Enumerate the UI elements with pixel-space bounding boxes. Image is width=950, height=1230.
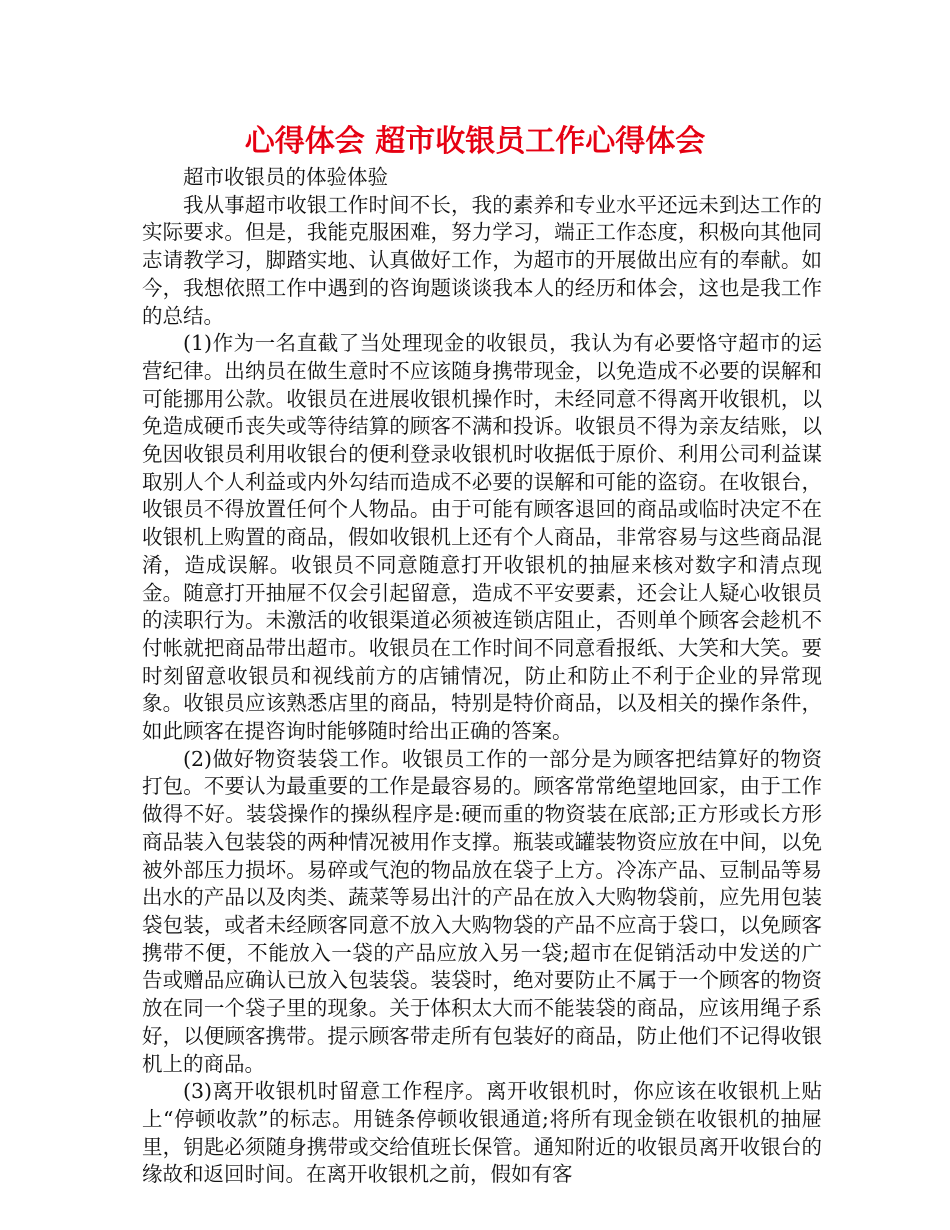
document-title: 心得体会 超市收银员工作心得体会 — [244, 124, 706, 159]
paragraph-1-discipline: (1)作为一名直截了当处理现金的收银员，我认为有必要恪守超市的运营纪律。出纳员在做生意时不应该随身携带现金，以免造成不必要的误解和可能挪用公款。收银员在进展收银机操作时，未经同意不得离开收银机，以免造成硬币丧失或等待结算的顾客不满和投诉。收银员不得为亲友结账，以免因收银员利用收银台的便利登录收银机时收据低于原价、利用公司利益谋取别人个人利益或内外勾结而造成不必要的误解和可能的盗窃。在收银台，收银员不得放置任何个人物品。由于可能有顾客退回的商品或临时决定不在收银机上购置的商品，假如收银机上还有个人商品，非常容易与这些商品混淆，造成误解。收银员不同意随意打开收银机的抽屉来核对数字和清点现金。随意打开抽屉不仅会引起留意，造成不平安要素，还会让人疑心收银员的渎职行为。未激活的收银渠道必须被连锁店阻止，否则单个顾客会趁机不付帐就把商品带出超市。收银员在工作时间不同意看报纸、大笑和大笑。要时刻留意收银员和视线前方的店铺情况，防止和防止不利于企业的异常现象。收银员应该熟悉店里的商品，特别是特价商品，以及相关的操作条件，如此顾客在提咨询时能够随时给出正确的答案。 — [142, 331, 822, 744]
paragraph-3-leaving-register: (3)离开收银机时留意工作程序。离开收银机时，你应该在收银机上贴上“停顿收款”的标志。用链条停顿收银通道;将所有现金锁在收银机的抽屉里，钥匙必须随身携带或交给值班长保管。通知附近的收银员离开收银台的缘故和返回时间。在离开收银机之前，假如有客 — [142, 1079, 822, 1187]
document-body — [142, 164, 822, 1189]
paragraph-intro: 我从事超市收银工作时间不长，我的素养和专业水平还远未到达工作的实际要求。但是，我能克服困难，努力学习，端正工作态度，积极向其他同志请教学习，脚踏实地、认真做好工作，为超市的开展做出应有的奉献。如今，我想依照工作中遇到的咨询题谈谈我本人的经历和体会，这也是我工作的总结。 — [142, 192, 822, 328]
paragraph-2-bagging: (2)做好物资装袋工作。收银员工作的一部分是为顾客把结算好的物资打包。不要认为最重要的工作是最容易的。顾客常常绝望地回家，由于工作做得不好。装袋操作的操纵程序是:硬而重的物资装在底部;正方形或长方形商品装入包装袋的两种情况被用作支撑。瓶装或罐装物资应放在中间，以免被外部压力损坏。易碎或气泡的物品放在袋子上方。冷冻产品、豆制品等易出水的产品以及肉类、蔬菜等易出汁的产品在放入大购物袋前，应先用包装袋包装，或者未经顾客同意不放入大购物袋的产品不应高于袋口，以免顾客携带不便，不能放入一袋的产品应放入另一袋;超市在促销活动中发送的广告或赠品应确认已放入包装袋。装袋时，绝对要防止不属于一个顾客的物资放在同一个袋子里的现象。关于体积太大而不能装袋的商品，应该用绳子系好，以便顾客携带。提示顾客带走所有包装好的商品，防止他们不记得收银机上的商品。 — [142, 746, 822, 1076]
document-subtitle: 超市收银员的体验体验 — [183, 165, 388, 189]
